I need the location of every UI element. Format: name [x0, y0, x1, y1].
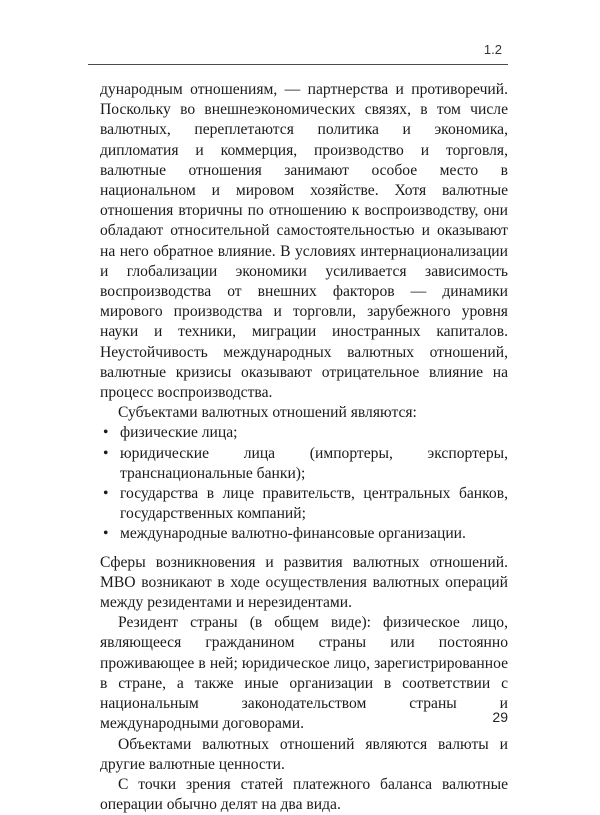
bullet-icon: •	[103, 444, 109, 462]
bullet-icon: •	[103, 525, 109, 543]
page-number: 29	[492, 709, 508, 725]
list-item	[100, 484, 508, 524]
spacer	[100, 545, 508, 553]
list-item-text: физические лица;	[120, 424, 238, 442]
section-number: 1.2	[483, 42, 502, 57]
list-item	[100, 524, 508, 544]
list-item	[100, 423, 508, 443]
objects-paragraph: Объектами валютных отношений являются валюты и другие валютные ценности.	[100, 735, 508, 773]
subjects-intro: Субъектами валютных отношений являются:	[118, 404, 417, 422]
page-header	[88, 40, 508, 65]
paragraph-continued: дународным отношениям, — партнерства и противоречий. Поскольку во внешнеэкономических связях, в том числе валютных, переплетаются политика и экономика, дипломатия и коммерция, производство и торговля, валютные отношения занимают особое место в национальном и мировом хозяйстве. Хотя валютные отношения вторичны по отношению к воспроизводству, они обладают относительной самостоятельностью и оказывают на него обратное влияние. В условиях интернационализации и глобализации экономики усиливается зависимость воспроизводства от внешних факторов — динамики мирового производства и торговли, зарубежного уровня науки и техники, миграции иностранных капиталов. Неустойчивость международных валютных отношений, валютные кризисы оказывают отрицательное влияние на процесс воспроизводства.	[100, 81, 508, 402]
page-body	[100, 80, 508, 815]
list-item-text: юридические лица (импортеры, экспортеры, транснациональные банки);	[120, 444, 508, 482]
list-item	[100, 444, 508, 484]
spheres-paragraph: Сферы возникновения и развития валютных отношений. МВО возникают в ходе осуществления валютных операций между резидентами и нерезидентами.	[100, 553, 508, 612]
balance-paragraph: С точки зрения статей платежного баланса валютные операции обычно делят на два вида.	[100, 775, 508, 814]
bullet-icon: •	[103, 424, 109, 442]
list-item-text: государства в лице правительств, центральных банков, государственных компаний;	[120, 485, 508, 523]
subjects-list	[100, 423, 508, 544]
list-item-text: международные валютно-финансовые организации.	[120, 525, 466, 543]
resident-paragraph: Резидент страны (в общем виде): физическое лицо, являющееся гражданином страны или постоянно проживающее в ней; юридическое лицо, зарегистрированное в стране, а также иные организации в соответствии с национальным законодательством страны и международными договорами.	[100, 614, 508, 733]
bullet-icon: •	[103, 485, 109, 503]
